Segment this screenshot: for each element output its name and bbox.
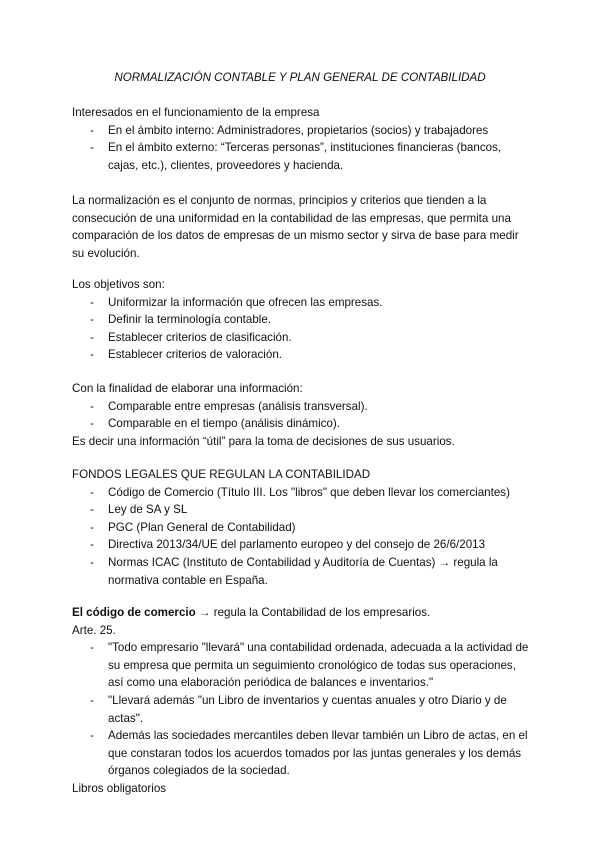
interesados-section	[72, 104, 532, 174]
codigo-closing: Libros obligatorios	[72, 781, 167, 795]
objetivos-heading: Los objetivos son:	[72, 278, 165, 291]
list-item: - Código de Comercio (Título III. Los "libros" que deben llevar los comerciantes)	[72, 484, 532, 502]
finalidad-heading: Con la finalidad de elaborar una información:	[72, 382, 303, 395]
interesados-list	[72, 122, 532, 175]
objetivos-section	[72, 276, 532, 364]
codigo-heading	[72, 604, 532, 622]
list-item: - Además las sociedades mercantiles deben llevar también un Libro de actas, en el que constaran todos los acuerdos tomados por las juntas generales y los demás órganos colegiados de la sociedad.	[72, 727, 532, 780]
list-item: - "Llevará además "un Libro de inventarios y cuentas anuales y otro Diario y de actas".	[72, 692, 532, 727]
fondos-list	[72, 484, 532, 590]
list-item: - Comparable en el tiempo (análisis dinámico).	[72, 415, 532, 433]
codigo-heading-bold: El código de comercio →	[72, 606, 211, 619]
finalidad-section	[72, 380, 532, 450]
list-item: - En el ámbito externo: “Terceras personas”, instituciones financieras (bancos, cajas, etc.), clientes, proveedores y hacienda.	[72, 139, 532, 174]
list-item: - Uniformizar la información que ofrecen las empresas.	[72, 294, 532, 312]
document-title: NORMALIZACIÓN CONTABLE Y PLAN GENERAL DE CONTABILIDAD	[114, 71, 486, 84]
fondos-section	[72, 466, 532, 589]
interesados-heading: Interesados en el funcionamiento de la empresa	[72, 106, 320, 119]
objetivos-list	[72, 294, 532, 364]
list-item: - En el ámbito interno: Administradores, propietarios (socios) y trabajadores	[72, 122, 532, 140]
codigo-list	[72, 639, 532, 780]
codigo-section	[72, 604, 532, 798]
list-item: - Definir la terminología contable.	[72, 311, 532, 329]
list-item: - "Todo empresario "llevará" una contabilidad ordenada, adecuada a la actividad de su empresa que permita un seguimiento cronológico de todas sus operaciones, así como una elaboración periódica de balances e inventarios."	[72, 639, 532, 692]
list-item: - Comparable entre empresas (análisis transversal).	[72, 398, 532, 416]
codigo-article: Arte. 25.	[72, 623, 116, 637]
list-item: - Directiva 2013/34/UE del parlamento europeo y del consejo de 26/6/2013	[72, 536, 532, 554]
finalidad-closing: Es decir una información “útil” para la toma de decisiones de sus usuarios.	[72, 434, 455, 448]
definicion-text: La normalización es el conjunto de normas, principios y criterios que tienden a la consecución de una uniformidad en la contabilidad de las empresas, que permita una comparación de los datos de empresas de un mismo sector y sirva de base para medir su evolución.	[72, 194, 519, 260]
definicion-paragraph	[72, 192, 532, 262]
list-item: - Establecer criterios de clasificación.	[72, 329, 532, 347]
codigo-heading-rest: regula la Contabilidad de los empresarios.	[210, 606, 431, 619]
finalidad-list	[72, 398, 532, 433]
list-item: - Normas ICAC (Instituto de Contabilidad y Auditoría de Cuentas) → regula la normativa contable en España.	[72, 554, 532, 589]
list-item: - Establecer criterios de valoración.	[72, 346, 532, 364]
list-item: - Ley de SA y SL	[72, 501, 532, 519]
list-item: - PGC (Plan General de Contabilidad)	[72, 519, 532, 537]
fondos-heading: FONDOS LEGALES QUE REGULAN LA CONTABILIDAD	[72, 468, 371, 481]
